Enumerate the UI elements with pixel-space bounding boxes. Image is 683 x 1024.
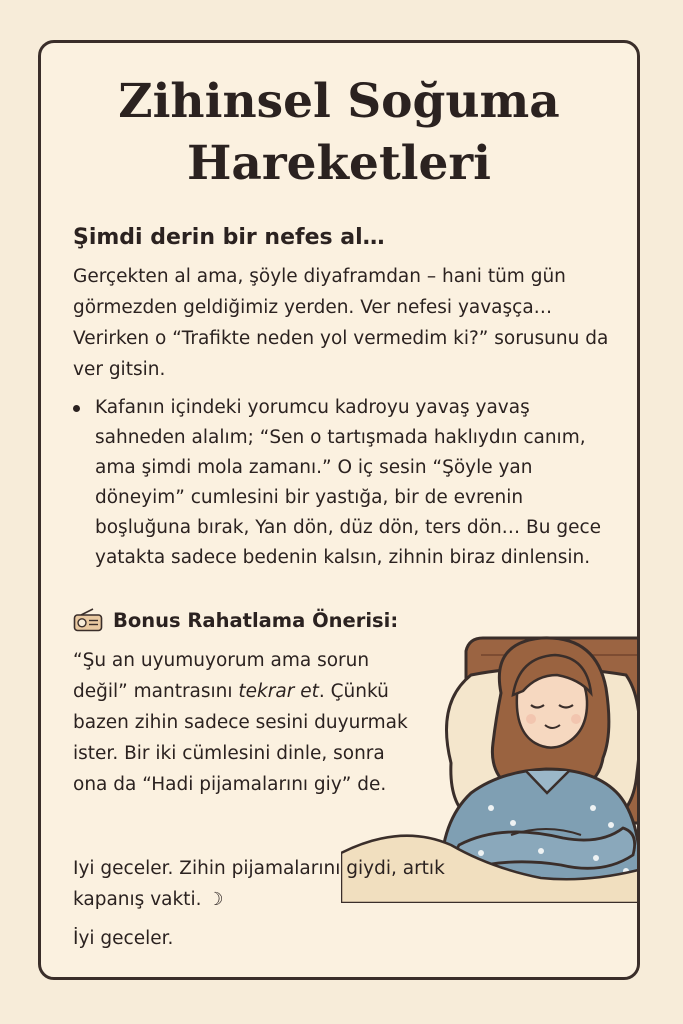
bullet-item — [73, 393, 621, 573]
moon-icon: ☽ — [207, 889, 224, 910]
subheading: Şimdi derin bir nefes al… — [73, 225, 385, 250]
bonus-text-end: . Çünkü bazen zihin sadece sesini duyurmak ister. Bir iki cümlesini dinle, sonra ona da “Hadi pijamalarını giy” de. — [73, 681, 408, 795]
page-title — [41, 71, 637, 195]
intro-paragraph: Gerçekten al ama, şöyle diyaframdan – hani tüm gün görmezden geldiğimiz yerden. Ver nefesi yavaşça… Verirken o “Trafikte neden yol vermedim ki?” sorusunu da ver gitsin. — [73, 266, 609, 380]
bonus-text-start: “Şu an uyumuyorum ama sorun değil” mantrasını — [73, 650, 370, 702]
bullet-dot — [73, 405, 80, 412]
title-line-1: Zihinsel Soğuma — [118, 74, 560, 129]
bonus-text-emphasis: tekrar et — [238, 681, 319, 702]
goodnight-line — [73, 853, 493, 915]
radio-icon — [73, 608, 103, 632]
goodnight-text: Iyi geceler. Zihin pijamalarını giydi, artık kapanış vakti. — [73, 858, 445, 910]
bonus-title: Bonus Rahatlama Önerisi: — [113, 608, 399, 632]
card — [38, 40, 640, 980]
closing-line: İyi geceler. — [73, 928, 174, 949]
title-line-2: Hareketleri — [186, 136, 492, 191]
bullet-text: Kafanın içindeki yorumcu kadroyu yavaş yavaş sahneden alalım; “Sen o tartışmada haklıydın canım, ama şimdi mola zamanı.” O iç sesin “Şöyle yan döneyim” cumlesini bir yastığa, bir de evrenin boşluğuna bırak, Yan dön, düz dön, ters dön… Bu gece yatakta sadece bedenin kalsın, zihnin biraz dinlensin. — [95, 397, 602, 568]
